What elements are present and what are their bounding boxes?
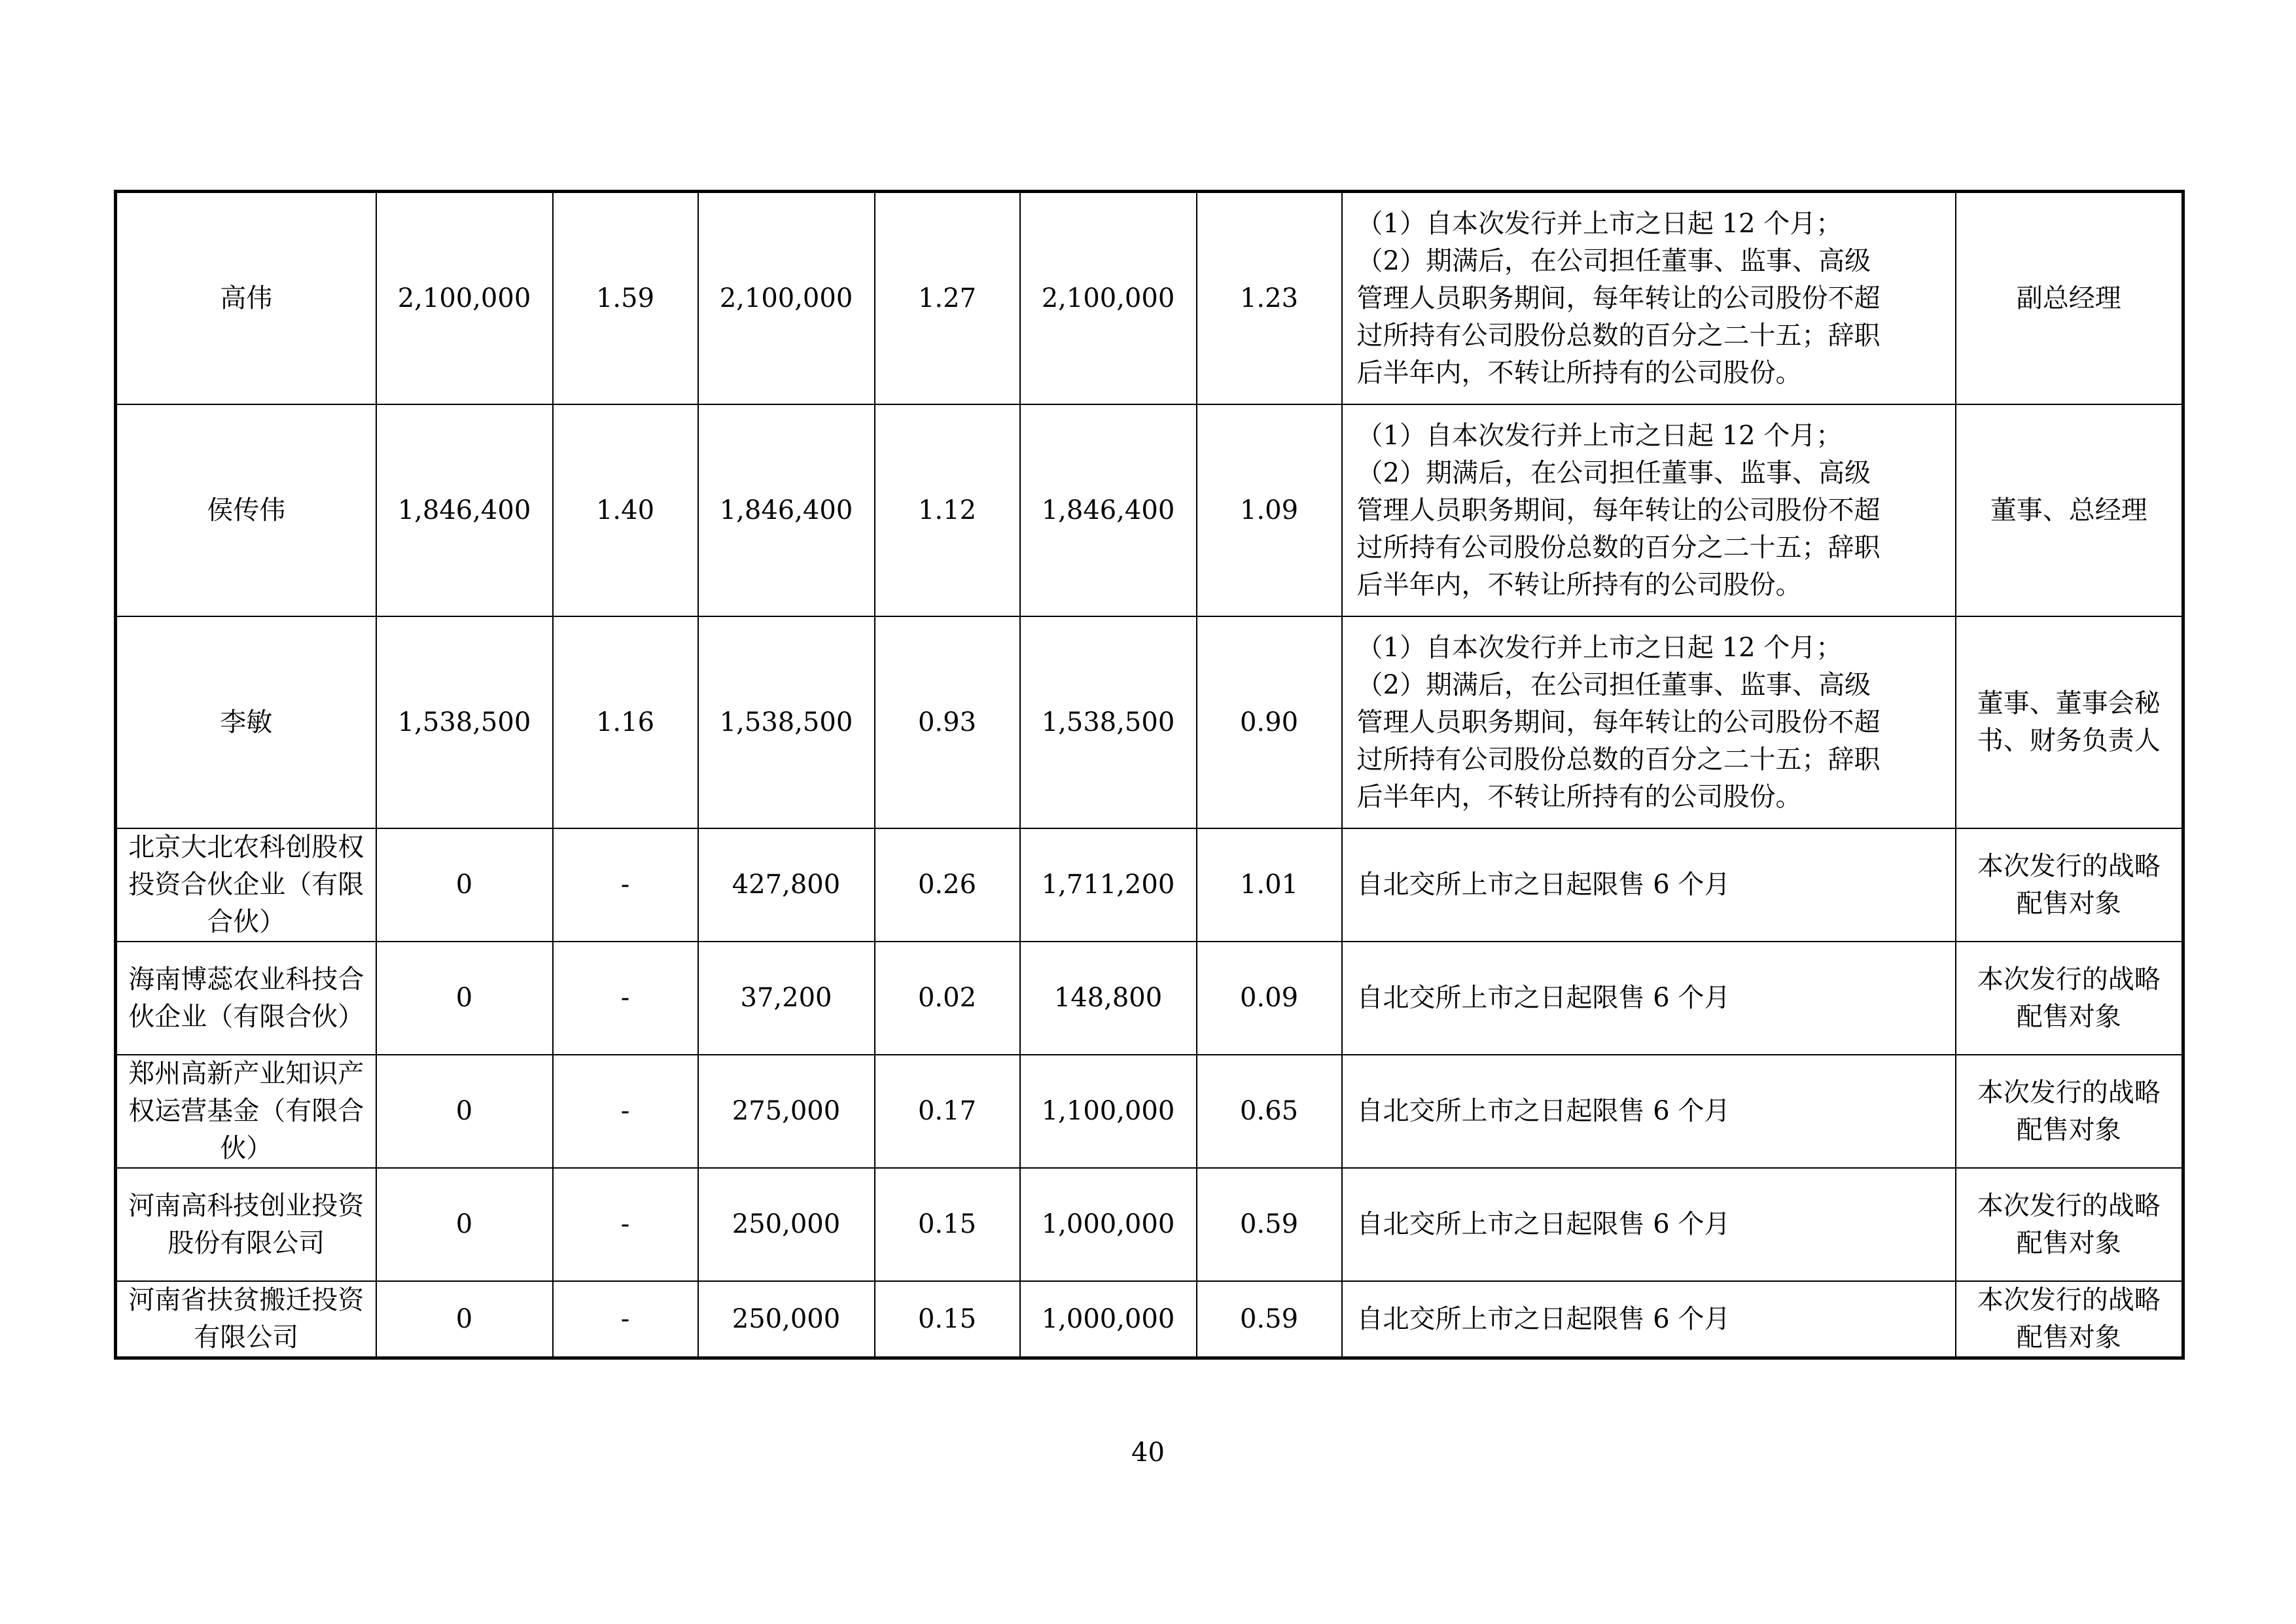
role-cell: 董事、董事会秘书、财务负责人 [1956,616,2183,828]
post-issue-shares-cell: 2,100,000 [698,192,875,405]
pre-issue-shares-cell: 0 [376,1281,553,1358]
lockup-terms-cell [1342,404,1956,616]
pre-issue-ratio-cell: - [553,1168,698,1281]
table-row [116,404,2183,616]
post-issue-shares-cell: 1,846,400 [698,404,875,616]
post-issue-shares-cell: 427,800 [698,828,875,942]
full-exercise-ratio-cell: 0.09 [1197,942,1342,1055]
post-issue-shares-cell: 250,000 [698,1281,875,1358]
lockup-terms-line: 后半年内，不转让所持有的公司股份。 [1356,569,1802,600]
lockup-terms-line: 自北交所上市之日起限售 6 个月 [1356,983,1731,1013]
lockup-terms-line: 过所持有公司股份总数的百分之二十五；辞职 [1356,320,1881,351]
full-exercise-ratio-cell: 0.65 [1197,1055,1342,1168]
lockup-terms-line: （1）自本次发行并上市之日起 12 个月； [1356,208,1843,239]
lockup-terms-cell [1342,942,1956,1055]
table-row [116,192,2183,405]
pre-issue-ratio-cell: - [553,828,698,942]
post-issue-shares-cell: 275,000 [698,1055,875,1168]
lockup-terms-line: 自北交所上市之日起限售 6 个月 [1356,1209,1731,1239]
shareholder-name-cell: 北京大北农科创股权投资合伙企业（有限合伙） [116,828,376,942]
post-issue-shares-cell: 250,000 [698,1168,875,1281]
full-exercise-ratio-cell: 1.23 [1197,192,1342,405]
lockup-terms-cell [1342,616,1956,828]
role-cell: 副总经理 [1956,192,2183,405]
shareholder-name-cell: 河南高科技创业投资股份有限公司 [116,1168,376,1281]
page-number: 40 [1131,1438,1165,1468]
post-issue-ratio-cell: 0.02 [875,942,1020,1055]
lockup-terms-line: 自北交所上市之日起限售 6 个月 [1356,870,1731,900]
full-exercise-shares-cell: 1,000,000 [1020,1281,1197,1358]
full-exercise-shares-cell: 1,000,000 [1020,1168,1197,1281]
lockup-terms-line: 过所持有公司股份总数的百分之二十五；辞职 [1356,532,1881,563]
table-row [116,616,2183,828]
lockup-terms-line: （2）期满后，在公司担任董事、监事、高级 [1356,457,1871,488]
lockup-terms-line: 管理人员职务期间，每年转让的公司股份不超 [1356,283,1881,313]
lockup-terms-line: 后半年内，不转让所持有的公司股份。 [1356,781,1802,812]
shareholder-name-cell: 郑州高新产业知识产权运营基金（有限合伙） [116,1055,376,1168]
table-row [116,1168,2183,1281]
shareholding-lockup-table [114,190,2185,1360]
role-cell: 本次发行的战略配售对象 [1956,828,2183,942]
lockup-terms-line: 过所持有公司股份总数的百分之二十五；辞职 [1356,744,1881,775]
role-cell: 本次发行的战略配售对象 [1956,942,2183,1055]
pre-issue-shares-cell: 0 [376,1055,553,1168]
table-body [116,192,2183,1358]
full-exercise-shares-cell: 2,100,000 [1020,192,1197,405]
lockup-terms-cell [1342,1281,1956,1358]
shareholder-name-cell: 高伟 [116,192,376,405]
pre-issue-ratio-cell: 1.40 [553,404,698,616]
full-exercise-ratio-cell: 1.01 [1197,828,1342,942]
post-issue-ratio-cell: 0.15 [875,1281,1020,1358]
lockup-terms-line: （1）自本次发行并上市之日起 12 个月； [1356,420,1843,451]
lockup-terms-line: 自北交所上市之日起限售 6 个月 [1356,1096,1731,1126]
lockup-terms-cell [1342,1055,1956,1168]
role-cell: 本次发行的战略配售对象 [1956,1055,2183,1168]
post-issue-ratio-cell: 1.12 [875,404,1020,616]
pre-issue-ratio-cell: - [553,1055,698,1168]
lockup-terms-cell [1342,1168,1956,1281]
lockup-terms-line: 后半年内，不转让所持有的公司股份。 [1356,357,1802,388]
pre-issue-ratio-cell: 1.16 [553,616,698,828]
table-row [116,1281,2183,1358]
pre-issue-ratio-cell: - [553,942,698,1055]
full-exercise-shares-cell: 1,711,200 [1020,828,1197,942]
pre-issue-ratio-cell: 1.59 [553,192,698,405]
lockup-terms-cell [1342,192,1956,405]
table-row [116,828,2183,942]
lockup-terms-line: （2）期满后，在公司担任董事、监事、高级 [1356,245,1871,276]
lockup-terms-cell [1342,828,1956,942]
role-cell: 董事、总经理 [1956,404,2183,616]
full-exercise-shares-cell: 1,846,400 [1020,404,1197,616]
post-issue-ratio-cell: 0.93 [875,616,1020,828]
post-issue-ratio-cell: 0.15 [875,1168,1020,1281]
shareholder-name-cell: 李敏 [116,616,376,828]
post-issue-ratio-cell: 0.26 [875,828,1020,942]
lockup-terms-line: 自北交所上市之日起限售 6 个月 [1356,1303,1731,1334]
table-row [116,1055,2183,1168]
pre-issue-shares-cell: 1,538,500 [376,616,553,828]
full-exercise-ratio-cell: 0.59 [1197,1281,1342,1358]
lockup-terms-line: （1）自本次发行并上市之日起 12 个月； [1356,632,1843,663]
shareholder-name-cell: 海南博蕊农业科技合伙企业（有限合伙） [116,942,376,1055]
lockup-terms-line: 管理人员职务期间，每年转让的公司股份不超 [1356,707,1881,737]
pre-issue-shares-cell: 2,100,000 [376,192,553,405]
table-row [116,942,2183,1055]
full-exercise-ratio-cell: 1.09 [1197,404,1342,616]
post-issue-ratio-cell: 1.27 [875,192,1020,405]
post-issue-shares-cell: 37,200 [698,942,875,1055]
full-exercise-shares-cell: 1,538,500 [1020,616,1197,828]
lockup-terms-line: （2）期满后，在公司担任董事、监事、高级 [1356,669,1871,700]
full-exercise-shares-cell: 148,800 [1020,942,1197,1055]
full-exercise-shares-cell: 1,100,000 [1020,1055,1197,1168]
full-exercise-ratio-cell: 0.59 [1197,1168,1342,1281]
post-issue-shares-cell: 1,538,500 [698,616,875,828]
full-exercise-ratio-cell: 0.90 [1197,616,1342,828]
pre-issue-shares-cell: 0 [376,942,553,1055]
shareholder-name-cell: 河南省扶贫搬迁投资有限公司 [116,1281,376,1358]
pre-issue-ratio-cell: - [553,1281,698,1358]
pre-issue-shares-cell: 0 [376,1168,553,1281]
pre-issue-shares-cell: 1,846,400 [376,404,553,616]
lockup-terms-line: 管理人员职务期间，每年转让的公司股份不超 [1356,495,1881,525]
post-issue-ratio-cell: 0.17 [875,1055,1020,1168]
role-cell: 本次发行的战略配售对象 [1956,1168,2183,1281]
shareholder-name-cell: 侯传伟 [116,404,376,616]
pre-issue-shares-cell: 0 [376,828,553,942]
role-cell: 本次发行的战略配售对象 [1956,1281,2183,1358]
